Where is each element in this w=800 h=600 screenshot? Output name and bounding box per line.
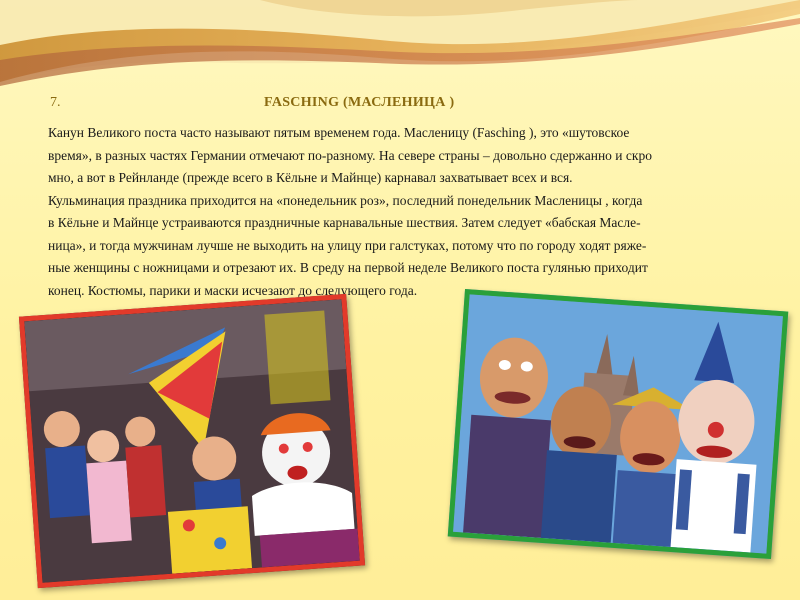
text-line: ные женщины с ножницами и отрезают их. В среду на первой неделе Великого поста гулянью приходит [48, 260, 648, 275]
body-paragraphs [48, 122, 748, 302]
text-line: Кульминация праздника приходится на «понедельник роз», последний понедельник Масленицы , когда [48, 192, 643, 208]
carnival-masks-photo [448, 289, 789, 559]
slide-number: 7. [50, 95, 61, 110]
carnival-crowd-photo [19, 294, 365, 588]
text-line: Канун Великого поста часто называют пятым временем года. Масленицу (Fasching ), это «шутовское [48, 125, 630, 140]
slide-title: FASCHING (МАСЛЕНИЦА ) [264, 95, 455, 110]
top-decoration-waves [0, 0, 800, 110]
slide-heading [50, 95, 750, 115]
text-line: в Кёльне и Майнце устраиваются праздничные карнавальные шествия. Затем следует «бабская Масле- [48, 215, 641, 230]
text-line: мно, а вот в Рейнланде (прежде всего в Кёльне и Майнце) карнавал захватывает всех и вся. [48, 170, 573, 185]
text-line: ница», и тогда мужчинам лучше не выходить на улицу при галстуках, потому что по городу ходят ряже- [48, 237, 647, 253]
carnival-masks-illustration [453, 294, 783, 553]
carnival-crowd-illustration [24, 299, 360, 583]
text-line: конец. Костюмы, парики и маски исчезают до следующего года. [48, 282, 418, 298]
text-line: время», в разных частях Германии отмечают по-разному. На севере страны – довольно сдержанно и скро [48, 147, 652, 163]
